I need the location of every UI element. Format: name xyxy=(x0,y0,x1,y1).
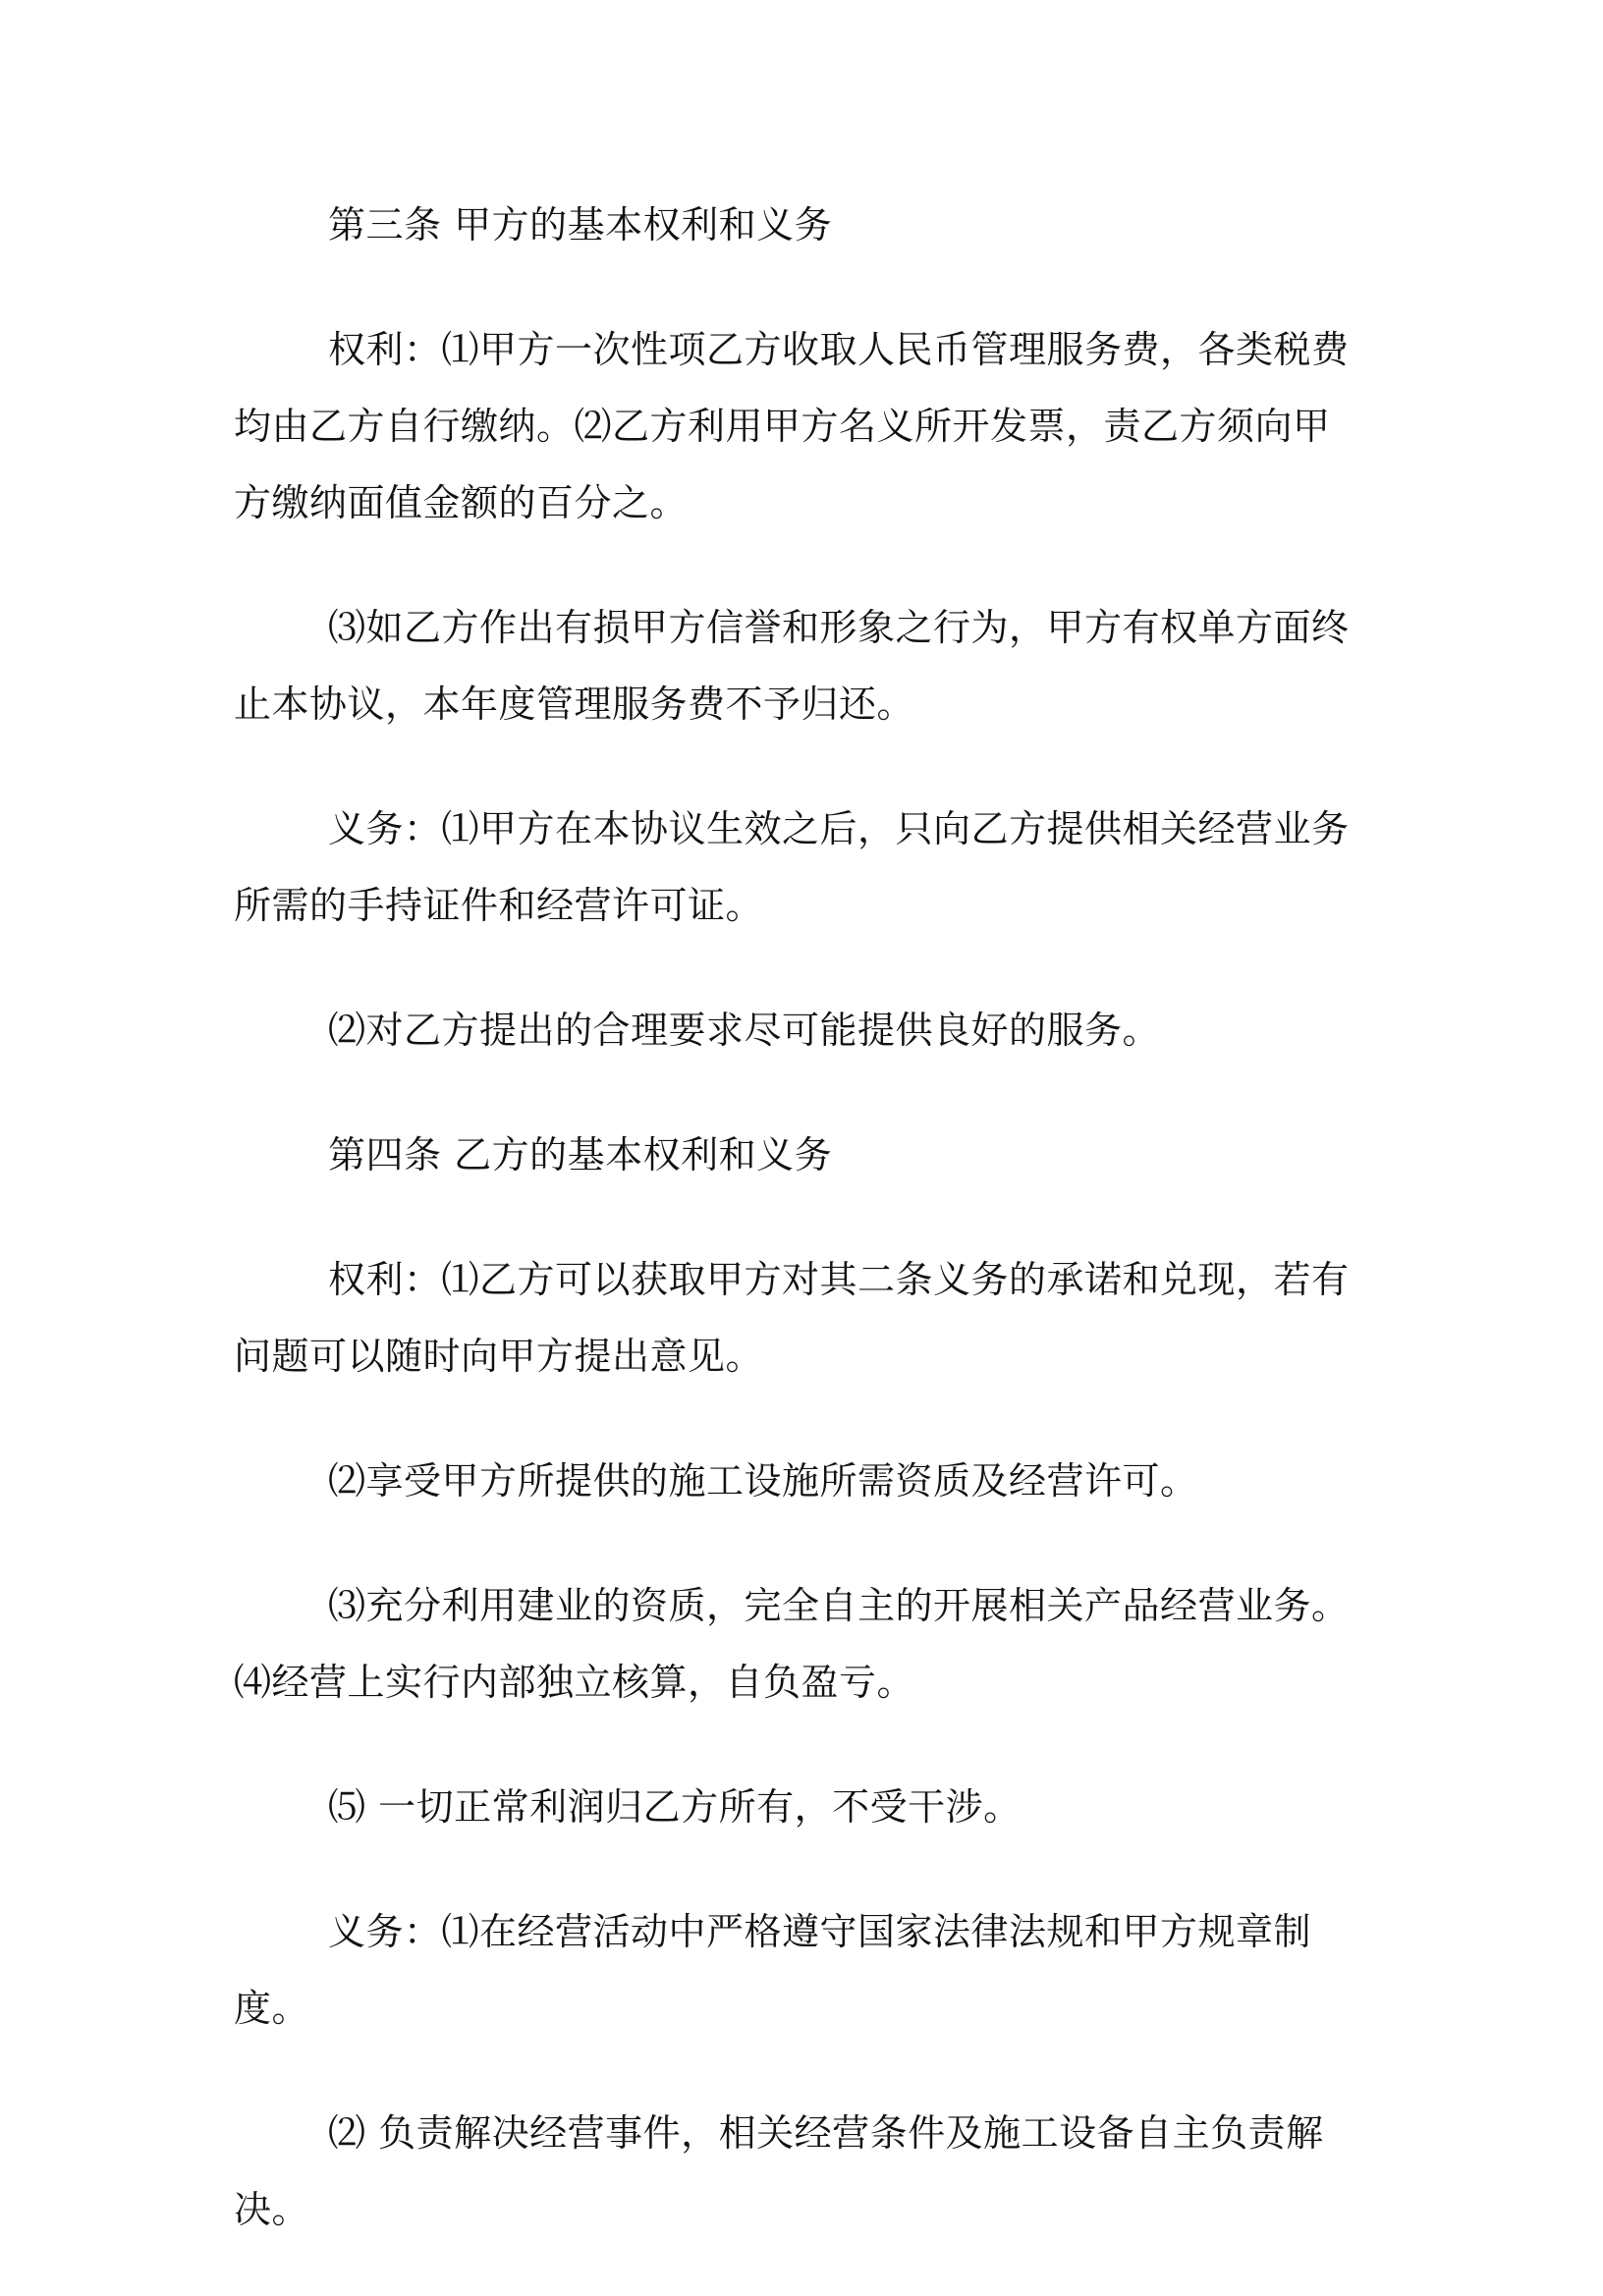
article-4-heading: 第四条 乙方的基本权利和义务 xyxy=(328,1133,833,1176)
party-b-rights-paragraph-2: ⑵享受甲方所提供的施工设施所需资质及经营许可。 xyxy=(328,1459,1198,1503)
party-a-rights-paragraph-1: 权利：⑴甲方一次性项乙方收取人民币管理服务费，各类税费均由乙方自行缴纳。⑵乙方利用甲方名义所开发票，责乙方须向甲方缴纳面值金额的百分之。 xyxy=(234,328,1350,524)
article-3-heading: 第三条 甲方的基本权利和义务 xyxy=(328,203,833,246)
party-a-obligations-paragraph-2: ⑵对乙方提出的合理要求尽可能提供良好的服务。 xyxy=(328,1009,1161,1052)
party-a-rights-paragraph-2: ⑶如乙方作出有损甲方信誉和形象之行为，甲方有权单方面终止本协议，本年度管理服务费不予归还。 xyxy=(234,606,1350,726)
party-b-obligations-paragraph-1: 义务：⑴在经营活动中严格遵守国家法律法规和甲方规章制度。 xyxy=(234,1910,1312,2030)
party-b-rights-paragraph-3: ⑶充分利用建业的资质，完全自主的开展相关产品经营业务。⑷经营上实行内部独立核算，自负盈亏。 xyxy=(234,1584,1350,1704)
document-body xyxy=(234,187,1363,2296)
party-a-obligations-paragraph-1: 义务：⑴甲方在本协议生效之后，只向乙方提供相关经营业务所需的手持证件和经营许可证。 xyxy=(234,807,1350,927)
party-b-rights-paragraph-4: ⑸ 一切正常利润归乙方所有，不受干涉。 xyxy=(328,1785,1022,1829)
party-b-obligations-paragraph-2: ⑵ 负责解决经营事件，相关经营条件及施工设备自主负责解决。 xyxy=(234,2111,1324,2231)
party-b-rights-paragraph-1: 权利：⑴乙方可以获取甲方对其二条义务的承诺和兑现，若有问题可以随时向甲方提出意见。 xyxy=(234,1258,1350,1378)
